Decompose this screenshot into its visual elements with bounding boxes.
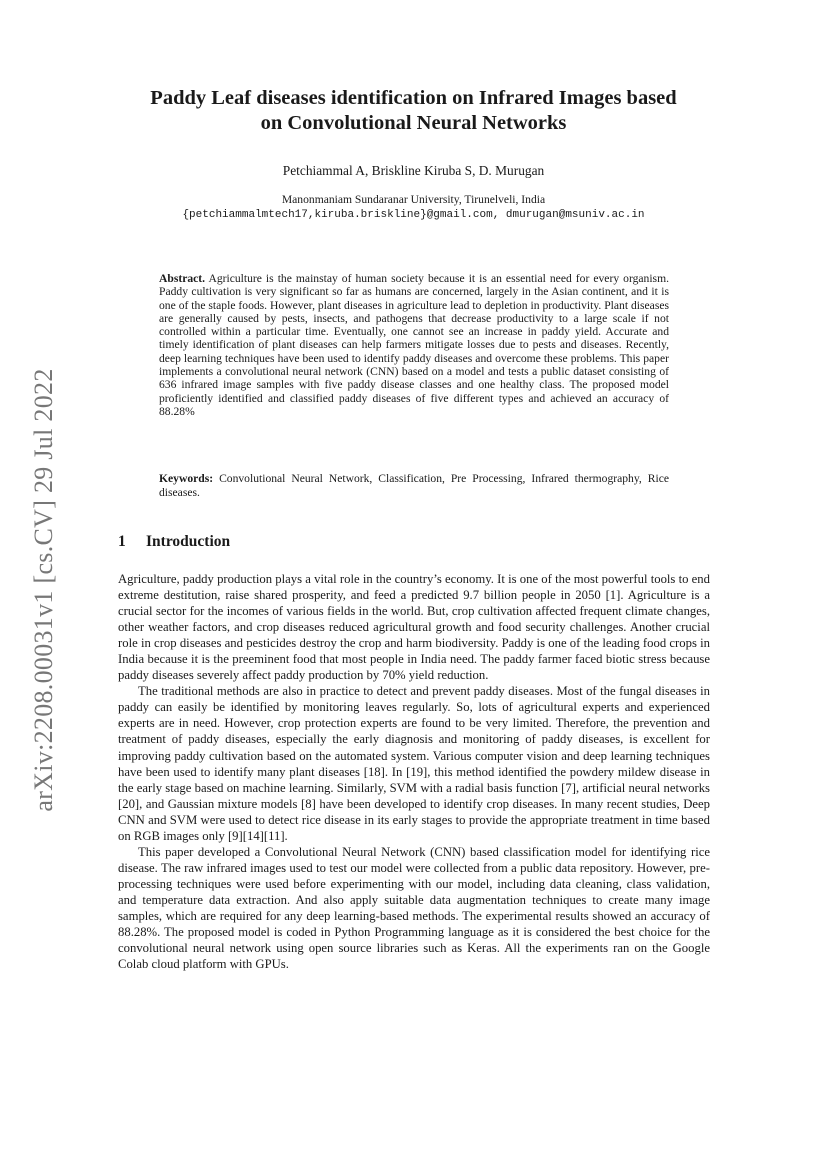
keywords [159,472,669,500]
keywords-label: Keywords: [159,472,214,485]
arxiv-sidebar [28,240,60,940]
affiliation: Manonmaniam Sundaranar University, Tirunelveli, India [281,193,546,206]
keywords-text: Convolutional Neural Network, Classification, Pre Processing, Infrared thermography, Rice diseases. [159,472,669,499]
section-number: 1 [118,533,126,550]
intro-paragraph-1: Agriculture, paddy production plays a vital role in the country’s economy. It is one of the most powerful tools to end extreme destitution, raise shared prosperity, and feed a predicted 9.7 billion people in 2050 [1]. Agriculture is a crucial sector for the incomes of various fields in the world. But, crop cultivation affected frequent climate changes, other weather factors, and crop diseases reduced agricultural growth and food security challenges. Another crucial role in crop diseases and pesticides destroy the crop and harm biodiversity. Paddy is one of the leading food crops in India because it is the preeminent food that most people in India need. The paddy farmer faced biotic stress because paddy diseases severely affect paddy production by 70% yield reduction. [118,572,710,683]
abstract-text: Agriculture is the mainstay of human society because it is an essential need for every organism. Paddy cultivation is very significant so far as humans are concerned, largely in the Asian continent, and it is one of the staple foods. However, plant diseases in agriculture lead to depletion in productivity. Plant diseases are generally caused by pests, insects, and pathogens that decrease productivity to a large scale if not controlled within a particular time. Eventually, one cannot see an increase in paddy yield. Accurate and timely identification of plant diseases can help farmers mitigate losses due to pests and diseases. Recently, deep learning techniques have been used to identify paddy diseases and overcome these problems. This paper implements a convolutional neural network (CNN) based on a model and tests a public dataset consisting of 636 infrared image samples with five paddy disease classes and one healthy class. The proposed model proficiently identified and classified paddy diseases of five different types and achieved an accuracy of 88.28% [159,272,669,418]
section-title: Introduction [146,533,231,550]
title-line-1: Paddy Leaf diseases identification on Infrared Images based [150,87,677,109]
title-line-2: on Convolutional Neural Networks [260,112,567,134]
intro-paragraph-2: The traditional methods are also in practice to detect and prevent paddy diseases. Most of the fungal diseases in paddy can easily be identified by monitoring leaves regularly. So, lots of agricultural experts and experienced experts are in need. However, crop protection experts are found to be very limited. Therefore, the prevention and treatment of paddy diseases, especially the early diagnosis and monitoring of paddy diseases, is excellent for improving paddy cultivation based on the automated system. Various computer vision and deep learning techniques have been used to identify many plant diseases [18]. In [19], this method identified the powdery mildew disease in the early stage based on machine learning. Similarly, SVM with a radial basis function [7], artificial neural networks [20], and Gaussian mixture models [8] have been developed to identify crop diseases. In many recent studies, Deep CNN and SVM were used to detect rice disease in its early stages to provide the appropriate treatment in time based on RGB images only [9][14][11]. [118,684,710,843]
author-emails: {petchiammalmtech17,kiruba.briskline}@gmail.com, dmurugan@msuniv.ac.in [182,209,645,221]
author-list: Petchiammal A, Briskline Kiruba S, D. Murugan [282,163,545,178]
introduction-body [118,571,710,972]
section-heading-introduction [118,533,230,551]
abstract-label: Abstract. [159,272,206,285]
paper-title [100,86,727,136]
abstract [159,272,669,418]
intro-paragraph-3: This paper developed a Convolutional Neural Network (CNN) based classification model for identifying rice disease. The raw infrared images used to test our model were collected from a public data repository. However, pre-processing techniques were used before experimenting with our model, including data cleaning, class validation, and temperature data extraction. And also apply suitable data augmentation techniques to create many image samples, which are required for any deep learning-based methods. The experimental results showed an accuracy of 88.28%. The proposed model is coded in Python Programming language as it is considered the best choice for the convolutional neural network using open source libraries such as Keras. All the experiments ran on the Google Colab cloud platform with GPUs. [118,844,710,972]
arxiv-identifier: arXiv:2208.00031v1 [cs.CV] 29 Jul 2022 [29,368,58,812]
